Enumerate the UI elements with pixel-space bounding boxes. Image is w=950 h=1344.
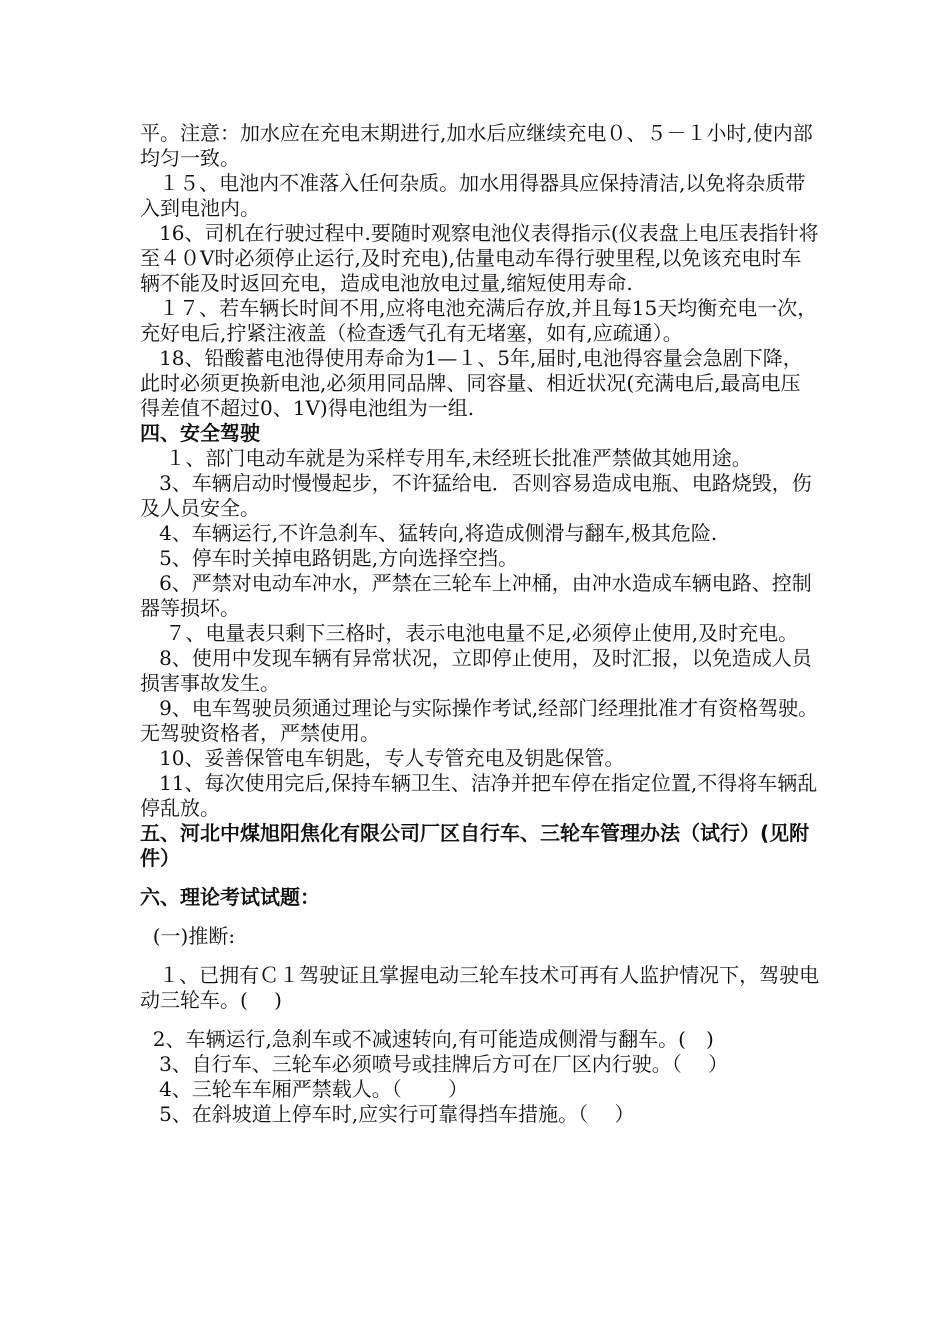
paragraph: 10、妥善保管电车钥匙，专人专管充电及钥匙保管。 — [140, 746, 625, 770]
paragraph: ７、电量表只剩下三格时，表示电池电量不足,必须停止使用,及时充电。 — [140, 621, 799, 645]
paragraph: 平。注意：加水应在充电末期进行,加水后应继续充电０、５－１小时,使内部均匀一致。 — [140, 121, 813, 170]
paragraph: １、部门电动车就是为采样专用车,未经班长批准严禁做其她用途。 — [140, 446, 752, 470]
paragraph: １、已拥有Ｃ１驾驶证且掌握电动三轮车技术可再有人监护情况下，驾驶电动三轮车。( ) — [140, 963, 820, 1012]
paragraph: １７、若车辆长时间不用,应将电池充满后存放,并且每15天均衡充电一次，充好电后,拧紧注液盖（检查透气孔有无堵塞，如有,应疏通）。 — [140, 296, 818, 345]
paragraph: 5、在斜坡道上停车时,应实行可靠得挡车措施。（ ） — [140, 1102, 635, 1126]
section-heading: 六、理论考试试题： — [140, 885, 320, 909]
section-heading: 五、河北中煤旭阳焦化有限公司厂区自行车、三轮车管理办法（试行）(见附件） — [140, 821, 810, 870]
paragraph: １５、电池内不准落入任何杂质。加水用得器具应保持清洁,以免将杂质带入到电池内。 — [140, 171, 806, 220]
paragraph: 9、电车驾驶员须通过理论与实际操作考试,经部门经理批准才有资格驾驶。无驾驶资格者，严禁使用。 — [140, 696, 819, 745]
paragraph: 5、停车时关掉电路钥匙,方向选择空挡。 — [140, 546, 519, 570]
paragraph: 3、车辆启动时慢慢起步，不许猛给电．否则容易造成电瓶、电路烧毁，伤及人员安全。 — [140, 471, 812, 520]
paragraph: (一)推断: — [140, 924, 236, 948]
document-body — [140, 121, 820, 1127]
paragraph: 11、每次使用完后,保持车辆卫生、洁净并把车停在指定位置,不得将车辆乱停乱放。 — [140, 771, 818, 820]
paragraph: 16、司机在行驶过程中.要随时观察电池仪表得指示(仪表盘上电压表指针将至４０V时必须停止运行,及时充电),估量电动车得行驶里程,以免该充电时车辆不能及时返回充电，造成电池放电过量,缩短使用寿命. — [140, 221, 819, 295]
paragraph: 8、使用中发现车辆有异常状况，立即停止使用，及时汇报，以免造成人员损害事故发生。 — [140, 646, 812, 695]
paragraph: 2、车辆运行,急刹车或不减速转向,有可能造成侧滑与翻车。( ) — [140, 1027, 714, 1051]
paragraph: 3、自行车、三轮车必须喷号或挂牌后方可在厂区内行驶。（ ） — [140, 1052, 729, 1076]
section-heading: 四、安全驾驶 — [140, 421, 260, 445]
paragraph: 4、三轮车车厢严禁载人。（ ） — [140, 1077, 469, 1101]
paragraph: 18、铅酸蓄电池得使用寿命为1—１、5年,届时,电池得容量会急剧下降，此时必须更换新电池,必须用同品牌、同容量、相近状况(充满电后,最高电压得差值不超过0、1V)得电池组为一组. — [140, 346, 803, 420]
paragraph: 6、严禁对电动车冲水，严禁在三轮车上冲桶，由冲水造成车辆电路、控制器等损坏。 — [140, 571, 812, 620]
paragraph: 4、车辆运行,不许急刹车、猛转向,将造成侧滑与翻车,极其危险. — [140, 521, 718, 545]
